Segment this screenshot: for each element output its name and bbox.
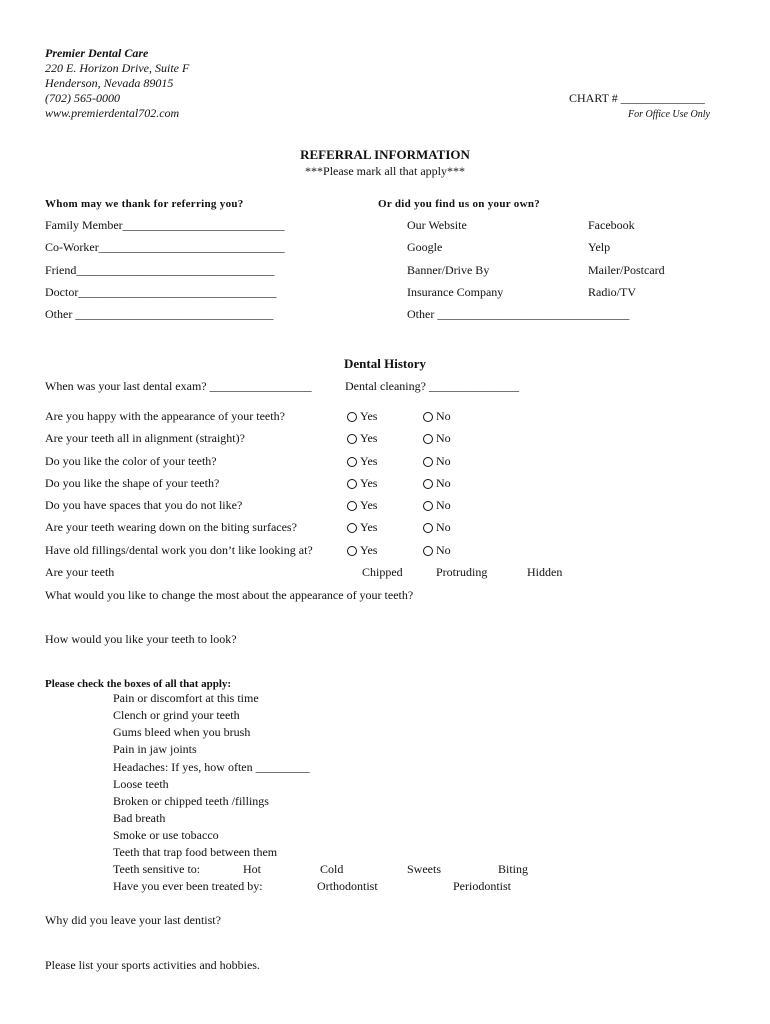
- radio-icon: [423, 412, 433, 422]
- question-3: Do you like the color of your teeth?: [45, 454, 217, 468]
- checks-heading: Please check the boxes of all that apply:: [45, 678, 232, 690]
- chart-number-field[interactable]: CHART # ______________: [569, 91, 705, 105]
- check-trap-food[interactable]: Teeth that trap food between them: [113, 845, 278, 859]
- teeth-hidden[interactable]: Hidden: [527, 565, 563, 579]
- source-radio[interactable]: Radio/TV: [588, 285, 636, 299]
- question-7: Have old fillings/dental work you don’t like looking at?: [45, 543, 313, 557]
- radio-icon: [347, 501, 357, 511]
- q6-no[interactable]: No: [423, 520, 451, 535]
- sensitive-sweets[interactable]: Sweets: [407, 862, 441, 876]
- question-5: Do you have spaces that you do not like?: [45, 498, 243, 512]
- question-6: Are your teeth wearing down on the biting surfaces?: [45, 520, 297, 534]
- source-facebook[interactable]: Facebook: [588, 218, 635, 232]
- q4-no[interactable]: No: [423, 476, 451, 491]
- source-google[interactable]: Google: [407, 240, 443, 254]
- teeth-chipped[interactable]: Chipped: [362, 565, 403, 579]
- self-found-heading: Or did you find us on your own?: [378, 198, 541, 210]
- radio-icon: [423, 479, 433, 489]
- referrer-heading: Whom may we thank for referring you?: [45, 198, 244, 210]
- source-insurance[interactable]: Insurance Company: [407, 285, 504, 299]
- radio-icon: [423, 546, 433, 556]
- source-yelp[interactable]: Yelp: [588, 240, 611, 254]
- referrer-friend[interactable]: Friend_________________________________: [45, 263, 275, 277]
- sensitive-biting[interactable]: Biting: [498, 862, 529, 876]
- q5-yes[interactable]: Yes: [347, 498, 377, 513]
- question-2: Are your teeth all in alignment (straight)?: [45, 431, 245, 445]
- source-mailer[interactable]: Mailer/Postcard: [588, 263, 665, 277]
- teeth-question: Are your teeth: [45, 565, 115, 579]
- sensitive-hot[interactable]: Hot: [243, 862, 261, 876]
- q2-yes[interactable]: Yes: [347, 431, 377, 446]
- phone: (702) 565-0000: [45, 91, 120, 105]
- radio-icon: [347, 412, 357, 422]
- q4-yes[interactable]: Yes: [347, 476, 377, 491]
- history-title: Dental History: [344, 356, 426, 371]
- radio-icon: [423, 501, 433, 511]
- treated-orthodontist[interactable]: Orthodontist: [317, 879, 378, 893]
- referrer-coworker[interactable]: Co-Worker_______________________________: [45, 240, 285, 254]
- referral-subtitle: ***Please mark all that apply***: [305, 164, 465, 178]
- referral-title: REFERRAL INFORMATION: [300, 147, 470, 162]
- radio-icon: [423, 523, 433, 533]
- practice-name: Premier Dental Care: [45, 46, 149, 60]
- q5-no[interactable]: No: [423, 498, 451, 513]
- teeth-protruding[interactable]: Protruding: [436, 565, 488, 579]
- hobbies-question: Please list your sports activities and hobbies.: [45, 958, 260, 972]
- q3-no[interactable]: No: [423, 454, 451, 469]
- sensitive-cold[interactable]: Cold: [320, 862, 344, 876]
- look-question: How would you like your teeth to look?: [45, 632, 237, 646]
- q2-no[interactable]: No: [423, 431, 451, 446]
- radio-icon: [347, 457, 357, 467]
- check-broken[interactable]: Broken or chipped teeth /fillings: [113, 794, 269, 808]
- source-banner[interactable]: Banner/Drive By: [407, 263, 490, 277]
- check-tobacco[interactable]: Smoke or use tobacco: [113, 828, 219, 842]
- change-question: What would you like to change the most about the appearance of your teeth?: [45, 588, 414, 602]
- sensitive-label: Teeth sensitive to:: [113, 862, 201, 876]
- website: www.premierdental702.com: [45, 106, 180, 120]
- q7-no[interactable]: No: [423, 543, 451, 558]
- source-website[interactable]: Our Website: [407, 218, 467, 232]
- address-line-1: 220 E. Horizon Drive, Suite F: [45, 61, 190, 75]
- radio-icon: [423, 434, 433, 444]
- cleaning-field[interactable]: Dental cleaning? _______________: [345, 379, 519, 393]
- radio-icon: [347, 523, 357, 533]
- check-gums[interactable]: Gums bleed when you brush: [113, 725, 251, 739]
- treated-label: Have you ever been treated by:: [113, 879, 263, 893]
- radio-icon: [347, 479, 357, 489]
- treated-periodontist[interactable]: Periodontist: [453, 879, 512, 893]
- referrer-doctor[interactable]: Doctor_________________________________: [45, 285, 277, 299]
- q7-yes[interactable]: Yes: [347, 543, 377, 558]
- check-pain[interactable]: Pain or discomfort at this time: [113, 691, 259, 705]
- question-4: Do you like the shape of your teeth?: [45, 476, 220, 490]
- check-clench[interactable]: Clench or grind your teeth: [113, 708, 240, 722]
- radio-icon: [347, 434, 357, 444]
- referrer-family[interactable]: Family Member___________________________: [45, 218, 285, 232]
- q3-yes[interactable]: Yes: [347, 454, 377, 469]
- radio-icon: [347, 546, 357, 556]
- office-use-note: For Office Use Only: [628, 109, 710, 120]
- radio-icon: [423, 457, 433, 467]
- q1-yes[interactable]: Yes: [347, 409, 377, 424]
- last-exam-field[interactable]: When was your last dental exam? _________________: [45, 379, 312, 393]
- question-1: Are you happy with the appearance of your teeth?: [45, 409, 285, 423]
- referrer-other[interactable]: Other _________________________________: [45, 307, 274, 321]
- source-other[interactable]: Other ________________________________: [407, 307, 630, 321]
- address-line-2: Henderson, Nevada 89015: [45, 76, 174, 90]
- check-breath[interactable]: Bad breath: [113, 811, 166, 825]
- q6-yes[interactable]: Yes: [347, 520, 377, 535]
- check-jaw[interactable]: Pain in jaw joints: [113, 742, 197, 756]
- check-headaches[interactable]: Headaches: If yes, how often _________: [113, 760, 310, 774]
- check-loose[interactable]: Loose teeth: [113, 777, 169, 791]
- leave-question: Why did you leave your last dentist?: [45, 913, 221, 927]
- q1-no[interactable]: No: [423, 409, 451, 424]
